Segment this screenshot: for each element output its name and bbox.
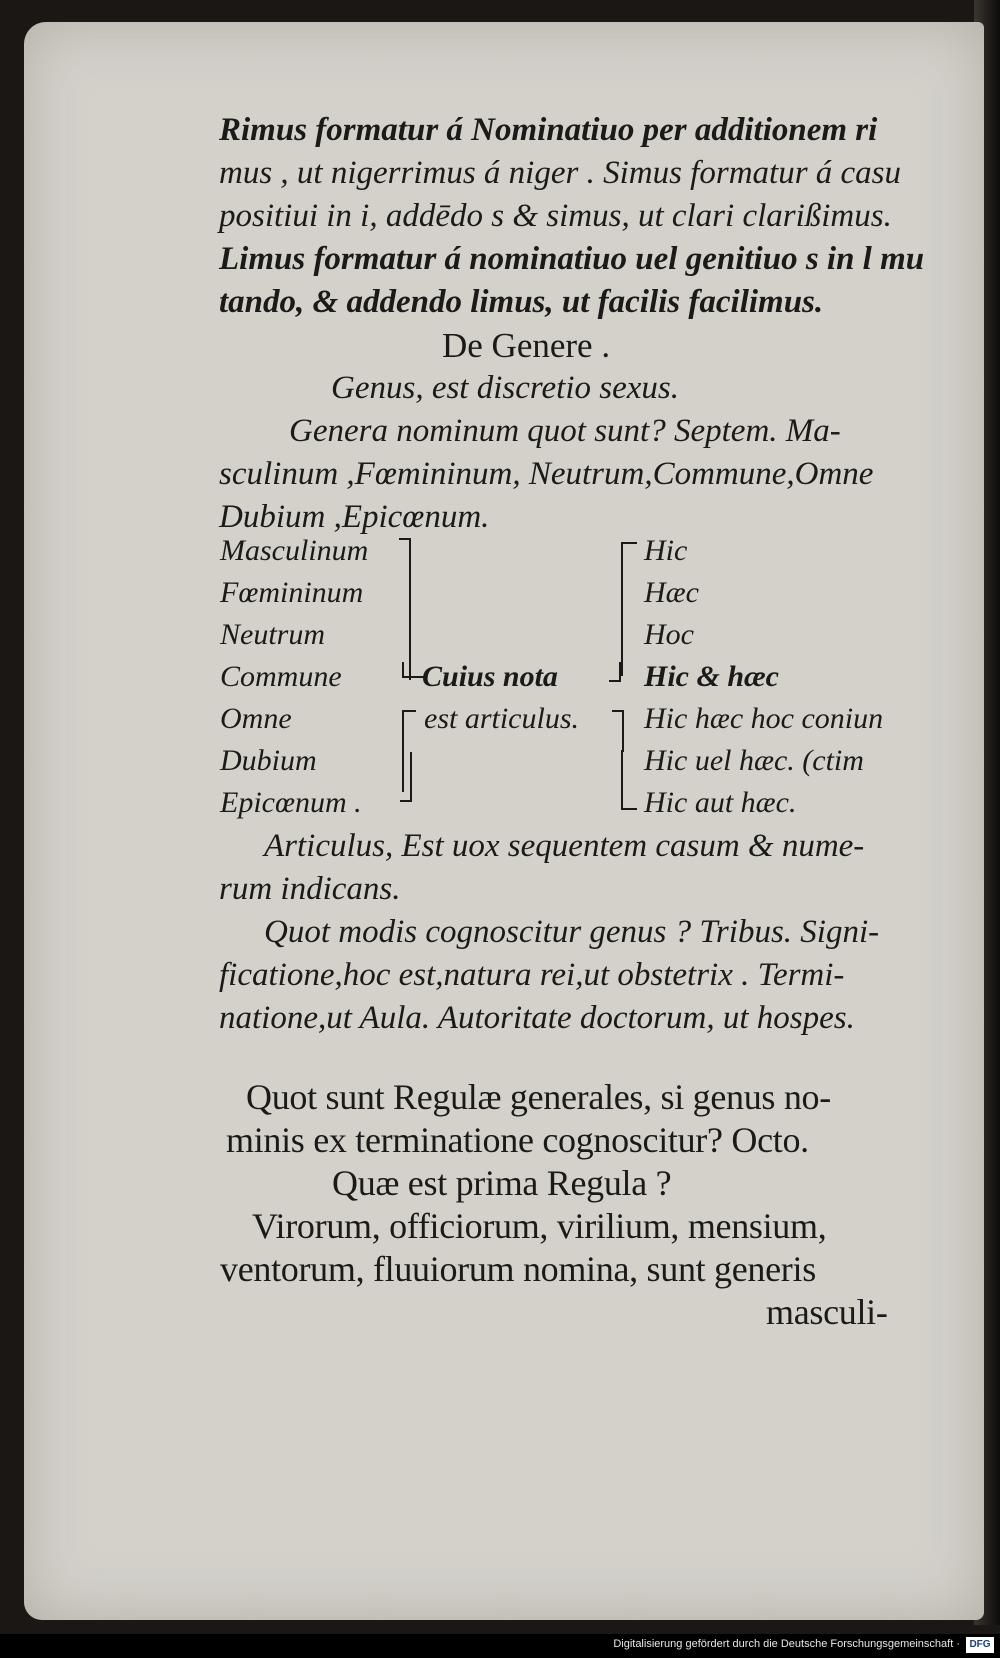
catchword: masculi- bbox=[766, 1292, 888, 1332]
text-line: natione,ut Aula. Autoritate doctorum, ut hospes. bbox=[219, 1000, 855, 1036]
text-line: minis ex terminatione cognoscitur? Octo. bbox=[226, 1120, 809, 1160]
text-line: mus , ut nigerrimus á niger . Simus formatur á casu bbox=[219, 155, 902, 191]
text-line: Genera nominum quot sunt? Septem. Ma- bbox=[289, 413, 841, 449]
brace-bottom bbox=[400, 752, 412, 802]
gender-item: Neutrum bbox=[220, 618, 325, 651]
text-line: Articulus, Est uox sequentem casum & nume- bbox=[264, 828, 865, 864]
article-item: Hic uel hæc. (ctim bbox=[644, 744, 864, 777]
gender-item: Dubium bbox=[220, 744, 317, 777]
section-heading: De Genere . bbox=[442, 326, 611, 365]
table-middle-text: est articulus. bbox=[424, 702, 579, 735]
dfg-logo-icon: DFG bbox=[966, 1637, 994, 1653]
text-line: positiui in i, addēdo s & simus, ut clari clarißimus. bbox=[219, 198, 892, 234]
gender-item: Epicœnum . bbox=[220, 786, 362, 819]
text-line: Limus formatur á nominatiuo uel genitiuo s in l mu bbox=[219, 241, 925, 277]
text-line: Virorum, officiorum, virilium, mensium, bbox=[252, 1206, 827, 1246]
text-line: Quæ est prima Regula ? bbox=[332, 1163, 672, 1203]
table-middle-text: Cuius nota bbox=[422, 660, 558, 693]
brace-right-upper bbox=[621, 542, 637, 676]
article-item: Hic bbox=[644, 534, 688, 567]
brace-right-curl bbox=[609, 662, 621, 682]
footer-credit: Digitalisierung gefördert durch die Deutsche Forschungsgemeinschaft · bbox=[613, 1638, 960, 1650]
gender-item: Fœmininum bbox=[220, 576, 364, 609]
text-line: Rimus formatur á Nominatiuo per additionem ri bbox=[219, 112, 878, 148]
gender-item: Masculinum bbox=[220, 534, 369, 567]
brace-left-curl bbox=[402, 662, 424, 678]
gender-item: Commune bbox=[220, 660, 342, 693]
article-item: Hoc bbox=[644, 618, 694, 651]
article-item: Hic hæc hoc coniun bbox=[644, 702, 884, 735]
brace-left-upper bbox=[399, 538, 411, 680]
article-item: Hic aut hæc. bbox=[644, 786, 797, 819]
text-line: ficatione,hoc est,natura rei,ut obstetrix . Termi- bbox=[219, 957, 845, 993]
definition-line: Genus, est discretio sexus. bbox=[331, 370, 679, 406]
text-line: sculinum ,Fœmininum, Neutrum,Commune,Omne bbox=[219, 456, 874, 492]
brace-right-lower-top bbox=[612, 710, 624, 752]
text-line: ventorum, fluuiorum nomina, sunt generis bbox=[220, 1249, 816, 1289]
text-line: tando, & addendo limus, ut facilis facilimus. bbox=[219, 284, 824, 320]
text-line: Quot modis cognoscitur genus ? Tribus. Signi- bbox=[264, 914, 880, 950]
brace-right-lower bbox=[621, 750, 637, 810]
article-item: Hæc bbox=[644, 576, 699, 609]
text-line: rum indicans. bbox=[219, 871, 401, 907]
book-page bbox=[24, 22, 984, 1620]
text-line: Dubium ,Epicœnum. bbox=[219, 499, 490, 535]
text-line: Quot sunt Regulæ generales, si genus no- bbox=[246, 1077, 831, 1117]
article-item: Hic & hæc bbox=[644, 660, 779, 693]
gender-item: Omne bbox=[220, 702, 292, 735]
